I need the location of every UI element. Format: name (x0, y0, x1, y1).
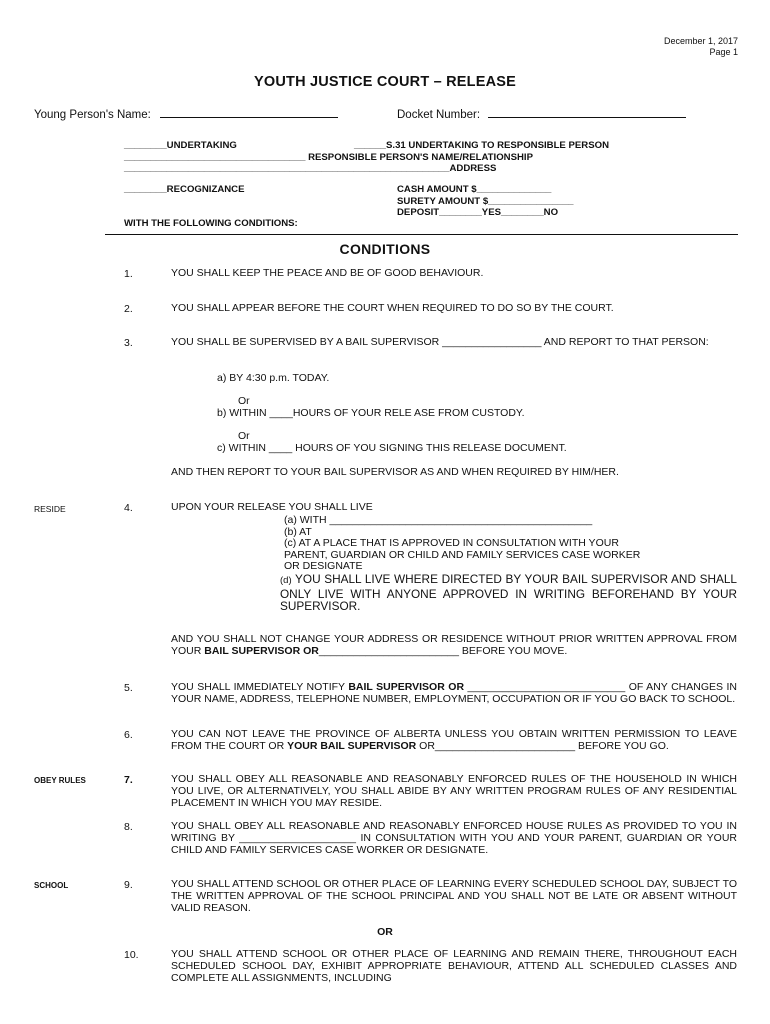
condition-number: 3. (124, 337, 133, 349)
section-divider (105, 234, 738, 235)
document-date: December 1, 2017 (663, 36, 738, 46)
page-number: Page 1 (709, 47, 738, 57)
undertaking-option[interactable]: ________UNDERTAKING (124, 140, 237, 151)
address-field[interactable]: _____________________________________________________________ADDRESS (124, 163, 497, 174)
or-separator: OR (377, 926, 393, 938)
condition-3-option-b: b) WITHIN ____HOURS OF YOUR RELE ASE FROM CUSTODY. (217, 407, 525, 419)
condition-4-after (171, 634, 737, 658)
condition-number: 9. (124, 879, 133, 891)
young-person-label: Young Person's Name: (34, 109, 151, 121)
condition-5-bold: BAIL SUPERVISOR OR (348, 681, 465, 693)
s31-undertaking-option[interactable]: ______S.31 UNDERTAKING TO RESPONSIBLE PERSON (354, 140, 610, 151)
surety-amount-field[interactable]: SURETY AMOUNT $________________ (397, 196, 574, 207)
condition-7-text: YOU SHALL OBEY ALL REASONABLE AND REASONABLY ENFORCED RULES OF THE HOUSEHOLD IN WHICH YOU LIVE, OR ALTERNATIVELY, YOU SHALL ABIDE BY ANY WRITTEN PROGRAM RULES OF ANY RESIDENTIAL PLACEMENT IN WHICH YOU MAY RESIDE. (171, 773, 737, 809)
condition-4-after-text: ________________________ BEFORE YOU MOVE. (318, 644, 568, 657)
condition-4-option-c: OR DESIGNATE (284, 560, 363, 572)
condition-4-option-a: (a) WITH _____________________________________________ (284, 514, 593, 526)
condition-10-text: YOU SHALL ATTEND SCHOOL OR OTHER PLACE OF LEARNING AND REMAIN THERE, THROUGHOUT EACH SCHEDULED SCHOOL DAY, EXHIBIT APPROPRIATE BEHAVIOUR, ATTEND ALL SCHEDULED CLASSES AND COMPLETE ALL ASSIGNMENTS, INCLUDING (171, 948, 737, 984)
young-person-blank[interactable] (160, 106, 338, 118)
condition-4-option-d-text: YOU SHALL LIVE WHERE DIRECTED BY YOUR BAIL SUPERVISOR AND SHALL ONLY LIVE WITH ANYONE APPROVED IN WRITING BEFOREHAND BY YOUR SUPERVISOR. (280, 572, 737, 614)
margin-label-reside: RESIDE (34, 504, 66, 514)
condition-4-after-text: AND YOU SHALL NOT CHANGE YOUR ADDRESS OR RESIDENCE WITHOUT PRIOR WRITTEN APPROVAL FROM YOUR (171, 633, 737, 657)
condition-2-text: YOU SHALL APPEAR BEFORE THE COURT WHEN REQUIRED TO DO SO BY THE COURT. (171, 302, 614, 314)
condition-1-text: YOU SHALL KEEP THE PEACE AND BE OF GOOD BEHAVIOUR. (171, 267, 484, 279)
condition-4-option-b: (b) AT (284, 526, 312, 538)
condition-number: 8. (124, 821, 133, 833)
responsible-person-field[interactable]: __________________________________ RESPONSIBLE PERSON'S NAME/RELATIONSHIP (124, 152, 533, 163)
condition-6-bold: YOUR BAIL SUPERVISOR (287, 739, 417, 752)
condition-5-text-b: ___________________________ OF ANY CHANGES IN YOUR NAME, ADDRESS, TELEPHONE NUMBER, EMPLOYMENT, OCCUPATION OR IF YOU GO BACK TO SCHOOL. (171, 681, 737, 705)
condition-6-text (171, 729, 737, 753)
condition-6-text-b: OR________________________ BEFORE YOU GO. (416, 739, 669, 752)
margin-label-obey-rules: OBEY RULES (34, 776, 86, 785)
cash-amount-field[interactable]: CASH AMOUNT $______________ (397, 184, 552, 195)
deposit-field[interactable]: DEPOSIT________YES________NO (397, 207, 559, 218)
young-person-field[interactable] (34, 106, 338, 121)
condition-number: 5. (124, 682, 133, 694)
condition-4-option-c: PARENT, GUARDIAN OR CHILD AND FAMILY SERVICES CASE WORKER (284, 549, 641, 561)
condition-number: 2. (124, 303, 133, 315)
condition-3-option-a: a) BY 4:30 p.m. TODAY. (217, 372, 330, 384)
condition-6-text-a: YOU CAN NOT LEAVE THE PROVINCE OF ALBERTA UNLESS YOU OBTAIN WRITTEN PERMISSION TO LEAVE FROM THE COURT OR (171, 728, 737, 752)
condition-3-after: AND THEN REPORT TO YOUR BAIL SUPERVISOR AS AND WHEN REQUIRED BY HIM/HER. (171, 466, 619, 478)
condition-8-text: YOU SHALL OBEY ALL REASONABLE AND REASONABLY ENFORCED HOUSE RULES AS PROVIDED TO YOU IN WRITING BY ____________________ IN CONSULTATION WITH YOU AND YOUR PARENT, GUARDIAN OR YOUR CHILD AND FAMILY SERVICES CASE WORKER OR DESIGNATE. (171, 820, 737, 856)
condition-4-option-d (280, 573, 737, 613)
conditions-heading: CONDITIONS (339, 241, 431, 257)
condition-number: 7. (124, 774, 133, 786)
docket-blank[interactable] (488, 106, 686, 118)
condition-number: 1. (124, 268, 133, 280)
margin-label-school: SCHOOL (34, 881, 69, 890)
docket-field[interactable] (397, 106, 686, 121)
condition-3-option-c: c) WITHIN ____ HOURS OF YOU SIGNING THIS RELEASE DOCUMENT. (217, 442, 567, 454)
page-title: YOUTH JUSTICE COURT – RELEASE (254, 74, 516, 90)
condition-9-text: YOU SHALL ATTEND SCHOOL OR OTHER PLACE OF LEARNING EVERY SCHEDULED SCHOOL DAY, SUBJECT TO THE WRITTEN APPROVAL OF THE SCHOOL PRINCIPAL AND YOU SHALL NOT BE LATE OR ABSENT WITHOUT VALID REASON. (171, 878, 737, 914)
recognizance-option[interactable]: ________RECOGNIZANCE (124, 184, 245, 195)
condition-5-text (171, 682, 737, 706)
condition-3-or: Or (238, 430, 250, 442)
condition-5-text-a: YOU SHALL IMMEDIATELY NOTIFY (171, 681, 349, 693)
condition-number: 10. (124, 949, 139, 961)
condition-4-option-c: (c) AT A PLACE THAT IS APPROVED IN CONSULTATION WITH YOUR (284, 537, 619, 549)
condition-3-text: YOU SHALL BE SUPERVISED BY A BAIL SUPERVISOR _________________ AND REPORT TO THAT PERSON: (171, 336, 709, 348)
condition-number: 4. (124, 502, 133, 514)
docket-label: Docket Number: (397, 109, 481, 121)
condition-3-or: Or (238, 395, 250, 407)
condition-4-after-bold: BAIL SUPERVISOR OR (204, 644, 319, 657)
following-conditions-label: WITH THE FOLLOWING CONDITIONS: (124, 218, 298, 229)
condition-4-text: UPON YOUR RELEASE YOU SHALL LIVE (171, 501, 373, 513)
condition-number: 6. (124, 729, 133, 741)
page-header (664, 36, 738, 58)
condition-4-option-d-label: (d) (280, 575, 292, 586)
